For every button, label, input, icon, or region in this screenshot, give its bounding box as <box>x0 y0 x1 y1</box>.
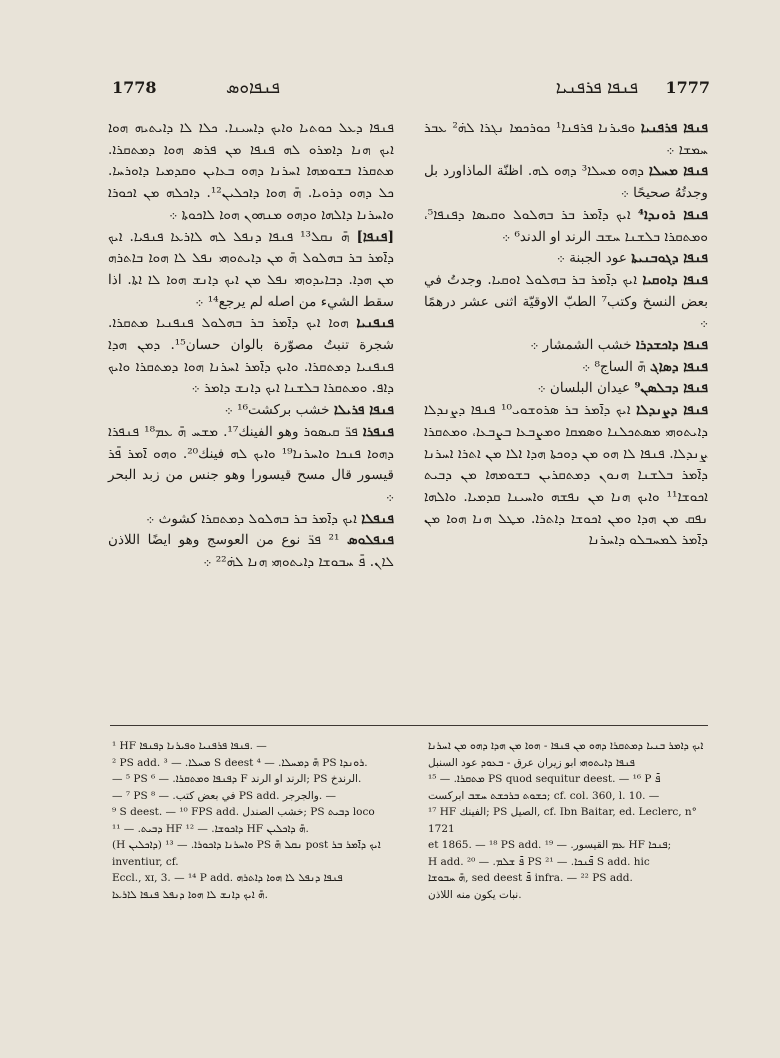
footnote-line: — ⁷ PS في بعض كتب. — ⁸ PS add. والجرجر. — <box>112 789 337 802</box>
dictionary-entry <box>108 530 394 573</box>
dictionary-entry <box>424 205 708 248</box>
footnote-line: ܡܬܩܪܐ. — ¹⁵ PS quod sequitur deest. — ¹⁶ P ܦ̄ <box>428 773 661 785</box>
dictionary-entry <box>424 378 708 400</box>
entry-headword: ܦܢܦܢܝܐ <box>356 315 395 332</box>
footnote-line: ⁹ S deest. — ¹⁰ FPS add. خشب الصندل; PS ܕܒܝܬ loco <box>112 806 375 818</box>
entry-text: ܗܘܐ ܐܝܟ ܕܐ̄ܡܪ ܒܪ ܒܗܠܘܠ ܦܢܦܢܝܐ ܡܬܩܪܐ. شجرة تنبتُ مصوّرة بالوان حسان¹⁵. ܕܡܢ ܗܕܐ ܦܢܦܢܝܐ ܕܡܬܩܪܐ. ܘܐܝܟ ܕܐ̄ܡܪ ܐܚܪܢܐ ܗܘܐ ܕܡܬܩܪܐ ܘܐܝܟ ܕܐܦ. ܘܡܬܩܪܐ ܒܠܫܢܐ ܐܝܟ ܕܐܢܫ ܕܐܡܪ ܀ <box>108 315 394 397</box>
entry-headword: ܦܢܦܐ ܦܪܝܠܐ <box>333 402 394 419</box>
entry-text: ܕܗܘ ܡܚܠܐ³ ܕܗܘ ܠܗ. اظنّة الماذاورد بل وجدتُهُ صحيحًا ܀ <box>424 163 708 202</box>
entry-text: عود الجبنة ܀ <box>556 250 627 267</box>
footnote-line: — ⁵ PS ܕܦܢܦܐ ܘܡܬܩܪܐ. — ⁶ F الرند او الرند; PS الرندخ. <box>112 773 362 785</box>
entry-headword: ܦܢܦܐ ܡܚܠܐ <box>648 163 708 180</box>
entry-text: ܐܝܟ ܕܐ̄ܡܪ ܒܪ ܣܪܘܫܘܝ¹⁰ ܦܢܦܐ ܕܨܢܕܠܐ ܕܐܝܬܘܗܝ ܡܣܬܟܠܢܐ ܘܣܡܩܐ ܘܡܨܒܥܐ ܒܨܒܥܐ، ܘܡܬܩܪܐ ܨܢܕܠܐ. ܦܢܦܐ ܠܐ ܗܘ ܡܢ ܕܘܟܬܐ ܗܕܐ ܐܠܐ ܡܢ ܐܬܪܐ ܐܚܪܢܐ ܕܐ̄ܡܪ ܒܠܫܢܐ ܗܢܘܢ ܕܡܬܩܪܝܢ ܒܫܘܡܗܐ ܡܢ ܕܒܝܬ ܐܟܘܫܐ¹¹ ܘܐܝܟ ܗܢܐ ܡܢ ܢܦܫܗ ܘܐܚܝܢܐ ܩܕܡܝܐ. ܘܐܠܗܐ ܢܦܩ ܡܢ ܗܕܐ ܘܡܢ ܐܟܘܫܐ ܕܐܬܪܐ. ܡܛܠ ܗܢܐ ܗܘܐ ܡܢ ܕܐ̄ܡܪ ܠܡܚܒܠܘ ܕܐܚܪܢܐ <box>424 402 708 549</box>
footnote-line: ܟܫܘܬ ܒܪܟܫܬ ܚܫܒ ابركست; cf. col. 360, l. 10. — <box>428 789 660 802</box>
footnote-divider <box>110 725 708 726</box>
entry-headword: ܦܢܦܐ ܕܐܟܫܕܪܐ <box>635 337 708 354</box>
running-head-left: ܦܢܦܐܘܣ <box>226 78 280 98</box>
entry-headword: [ܦܢܦܐ] <box>356 228 395 245</box>
entry-headword: ܦܢܦܐ ܕܨܢܕܠܐ <box>636 402 708 419</box>
footnote-line: ¹ HF ܦܢܦܐ ܦܪܦܢܝܐ ܘܦܝܪܢܐ ܕܦܢܦܐ. — <box>112 740 267 752</box>
page-number-left: 1778 <box>112 78 157 97</box>
footnote-line: ² PS add. ܡܚܠܐ. — ³ S deest ܗ̄ ܕܡܚܠܐ. — ⁴ PS ܪܘܢܕܐ. <box>112 756 368 769</box>
entry-headword: ܦܢܦܐ ܕܓܘܒܢܝܬܐ <box>631 250 708 267</box>
entry-text: عيدان البلسان ܀ <box>537 380 631 397</box>
entry-text: ܦܪ̈ ܩܝܣܘܪ وهو الفينك¹⁷. ܡܫܚ ܗ̄ ܥܡ¹⁸ ܦܢܦܪܐ ܕܗܘܐ ܦܢܟܐ ܘܐܚܪܢܐ¹⁹ ܘܐܝܟ ܠܗ فينك²⁰. ܘܗܘ ܐ̄ܡܪ ܦ̄ܪ قيسور قال مسح قيسورا وهو جنس من زبد البحر ܀ <box>108 423 395 505</box>
right-column <box>424 118 708 552</box>
page-header <box>100 78 710 106</box>
footnote-line: نبات يكون منه اللاذن. <box>428 888 522 901</box>
dictionary-entry <box>108 400 394 422</box>
dictionary-entry <box>108 313 394 400</box>
dictionary-entry <box>108 227 394 314</box>
dictionary-entry <box>424 400 708 552</box>
footnote-line: (H ܕܐܟܠܝܢ) ܘܐܚܪܢܐ ܕܐܟܘܪܐ. — ¹³ PS ܢܩܠ ܗ̄ post ܐܝܟ ܕܐ̄ܡܪ ܒܪ inventiur, cf. <box>112 839 381 868</box>
footnote-line: ܗ̄ ܚܒܘܫܐ, sed deest ܦ̄ infra. — ²² PS add. <box>428 872 633 884</box>
entry-text: ܗ̄ الساج⁸ ܀ <box>581 358 646 375</box>
entry-text: ܐܝܟ ܕܐ̄ܡܪ ܒܪ ܒܗܠܘܠ ܘܩܝܣܐ ܕܦܢܦܐ⁵، ܘܡܬܩܪܐ ܒܠܫܢܐ ܚܫܒ الرند او الدند⁶ ܀ <box>424 206 708 245</box>
dictionary-entry <box>108 422 394 509</box>
entry-headword: ܦܢܦܐ ܪܘܢܕܐ⁴ <box>638 206 708 223</box>
entry-text: ܘܦܝܪܢܐ ܦܪܦܢܐ¹ ܟܘܪܟܡܐ ܢܓܪܐ ܠܗ̇² ܥܒܪ ܚܡܫܐ ܀ <box>424 120 708 158</box>
entry-headword: ܦܢܦܐ ܕܒܠܣܢ⁹ <box>634 380 708 397</box>
dictionary-entry <box>424 357 708 379</box>
page-number-right: 1777 <box>665 78 710 97</box>
dictionary-entry <box>108 509 394 531</box>
entry-text: ܐܝܟ ܕܐ̄ܡܪ ܒܪ ܒܗܠܘܠ ܐܘܩܝܐ. وجدتُ في بعض النسخ وكتب⁷ الطبّ الاوقيّة اثنى عشر درهمًا ܀ <box>424 271 709 332</box>
dictionary-entry <box>424 118 708 161</box>
entry-text: ²¹ ܦܪ̈ نوع من العوسج وهو ايضًا اللاذن ܠܐܢ. ܦ̄ ܚܒܘܫܐ ܕܐܝܬܘܗܝ ܗܢܐ ܠܗ̇²² ܀ <box>108 532 394 571</box>
dictionary-entry <box>108 118 394 227</box>
footnote-line: et 1865. — ¹⁸ PS add. ܥܡ القيسور. — ¹⁹ HF ܦܢܟܐ; <box>428 839 672 851</box>
dictionary-entry <box>424 248 708 270</box>
entry-text: ܐܝܟ ܕܐ̄ܡܪ ܒܪ ܒܗܠܘܠ ܕܡܬܩܪܐ كشوث ܀ <box>146 510 357 527</box>
running-head-right: ܦܢܦܐ ܦܪܦܢܝܐ <box>555 78 638 98</box>
footnote-line: ¹⁷ HF الفينك; PS الصيل, cf. Ibn Baitar, ed. Leclerc, n° 1721 <box>428 806 697 835</box>
dictionary-entry <box>424 270 708 335</box>
dictionary-entry <box>424 335 708 357</box>
left-column <box>108 118 394 574</box>
entry-headword: ܦܢܦܠܘܣ <box>347 532 394 549</box>
footnote-line: ܕܒܝܬ. — ¹¹ HF ܕܐܟܘܫܐ. — ¹² HF ܗ̄ ܕܐܟܠܝܢ. <box>112 822 309 835</box>
footnote-line: ܗ̄ ܐܝܟ ܕܐܢܫ ܠܐ ܗܘܐ ܕܢܦܠ ܦܢܦܐ ܠܐܪܥܐ. <box>112 888 268 901</box>
footnotes-right <box>428 738 708 903</box>
entry-headword: ܦܢܦܐ ܕܣܐܓ <box>650 358 708 375</box>
footnotes-left <box>112 738 392 903</box>
entry-text: خشب الشمشار ܀ <box>530 337 632 354</box>
entry-text: ܦܢܦܐ ܕܥܠ ܟܘܬܝܐ ܘܐܝܟ ܕܐܚܝܢܐ. ܟܠܐ ܠܐ ܕܐܝܬܝܗ ܗܘܐ ܐܝܟ ܗܢܐ ܕܐܡܪܘ ܠܗ ܦܢܦܐ ܡܢ ܦܪܣ ܗܘܐ ܕܡܬܩܪܐ. ܡܬܩܪܐ ܒܫܘܡܗܐ ܐܚܪܢܐ ܕܗܘ ܒܥܐܝܢ ܘܩܕܡܝܐ ܕܐܘܪܚܐ. ܟܠ ܕܗܘ ܕܪܘܝܐ. ܗ̄ ܗܘܐ ܕܐܟܠܝܢ¹². ܕܐܟܠܗ ܡܢ ܐܟܘܪܐ ܘܐܚܪܢܐ ܕܐܠܗܐ ܘܕܗܘ ܡܢܗܘܢ ܗܘܐ ܠܐܟܘܬܐ ܀ <box>108 120 394 223</box>
footnote-line: ܐܝܟ ܕܐܡܪ ܒܢܝܐ ܕܡܬܩܪܐ ܕܗܘ ܡܢ ܦܢܦܐ - ܗܘܐ ܡܢ ܗܕܐ ܕܗܘ ܡܢ ܐܚܪܢܐ <box>428 740 704 752</box>
footnote-line: H add. ܦ̄ ܫܠܡ. — ²⁰ PS ܦ̄ܢܟܐ. — ²¹ S add. hic <box>428 855 650 868</box>
footnote-line: Eccl., xɪ, 3. — ¹⁴ P add. ܦܢܦܐ ܕܢܦܠ ܠܐ ܗܘܐ ܕܐܬܪܗ <box>112 872 343 884</box>
entry-text: خشب بركشت¹⁶ ܀ <box>224 402 330 419</box>
footnote-line: ܦܢܦܐ ܕܐܝܬܘܗܝ ابو زيران عرق - ܒܥܘܕ عود السنبل <box>428 756 635 769</box>
entry-headword: ܦܢܦܐ ܕܐܘܩܝܐ <box>642 271 708 288</box>
entry-text: ܗ̄ ܢܩܠ¹³ ܦܢܦܐ ܕܢܦܠ ܠܗ ܠܐܪܥܐ ܦܢܦܝܐ. ܐܝܟ ܕܐ̄ܡܪ ܒܪ ܒܗܠܘܠ ܗ̄ ܡܢ ܕܐܝܬܘܗܝ ܢܦܠ ܠܐ ܗܘܐ ܒܐܬܪܗ ܡܢ ܗܕܐ. ܕܒܐܝܕܘܗܝ ܢܦܠ ܡܢ ܐܝܟ ܕܐܢܫ ܗܘܐ ܠܐ ܐܬܐ. اذا سقط الشيء من اصله لم يرجع¹⁴ ܀ <box>108 228 394 310</box>
entry-headword: ܦܢܦܠܐ <box>361 510 394 527</box>
dictionary-entry <box>424 161 708 204</box>
entry-headword: ܦܢܦܐ ܦܪܦܢܝܐ <box>640 120 708 136</box>
entry-headword: ܦܢܦܪܐ <box>362 423 394 440</box>
